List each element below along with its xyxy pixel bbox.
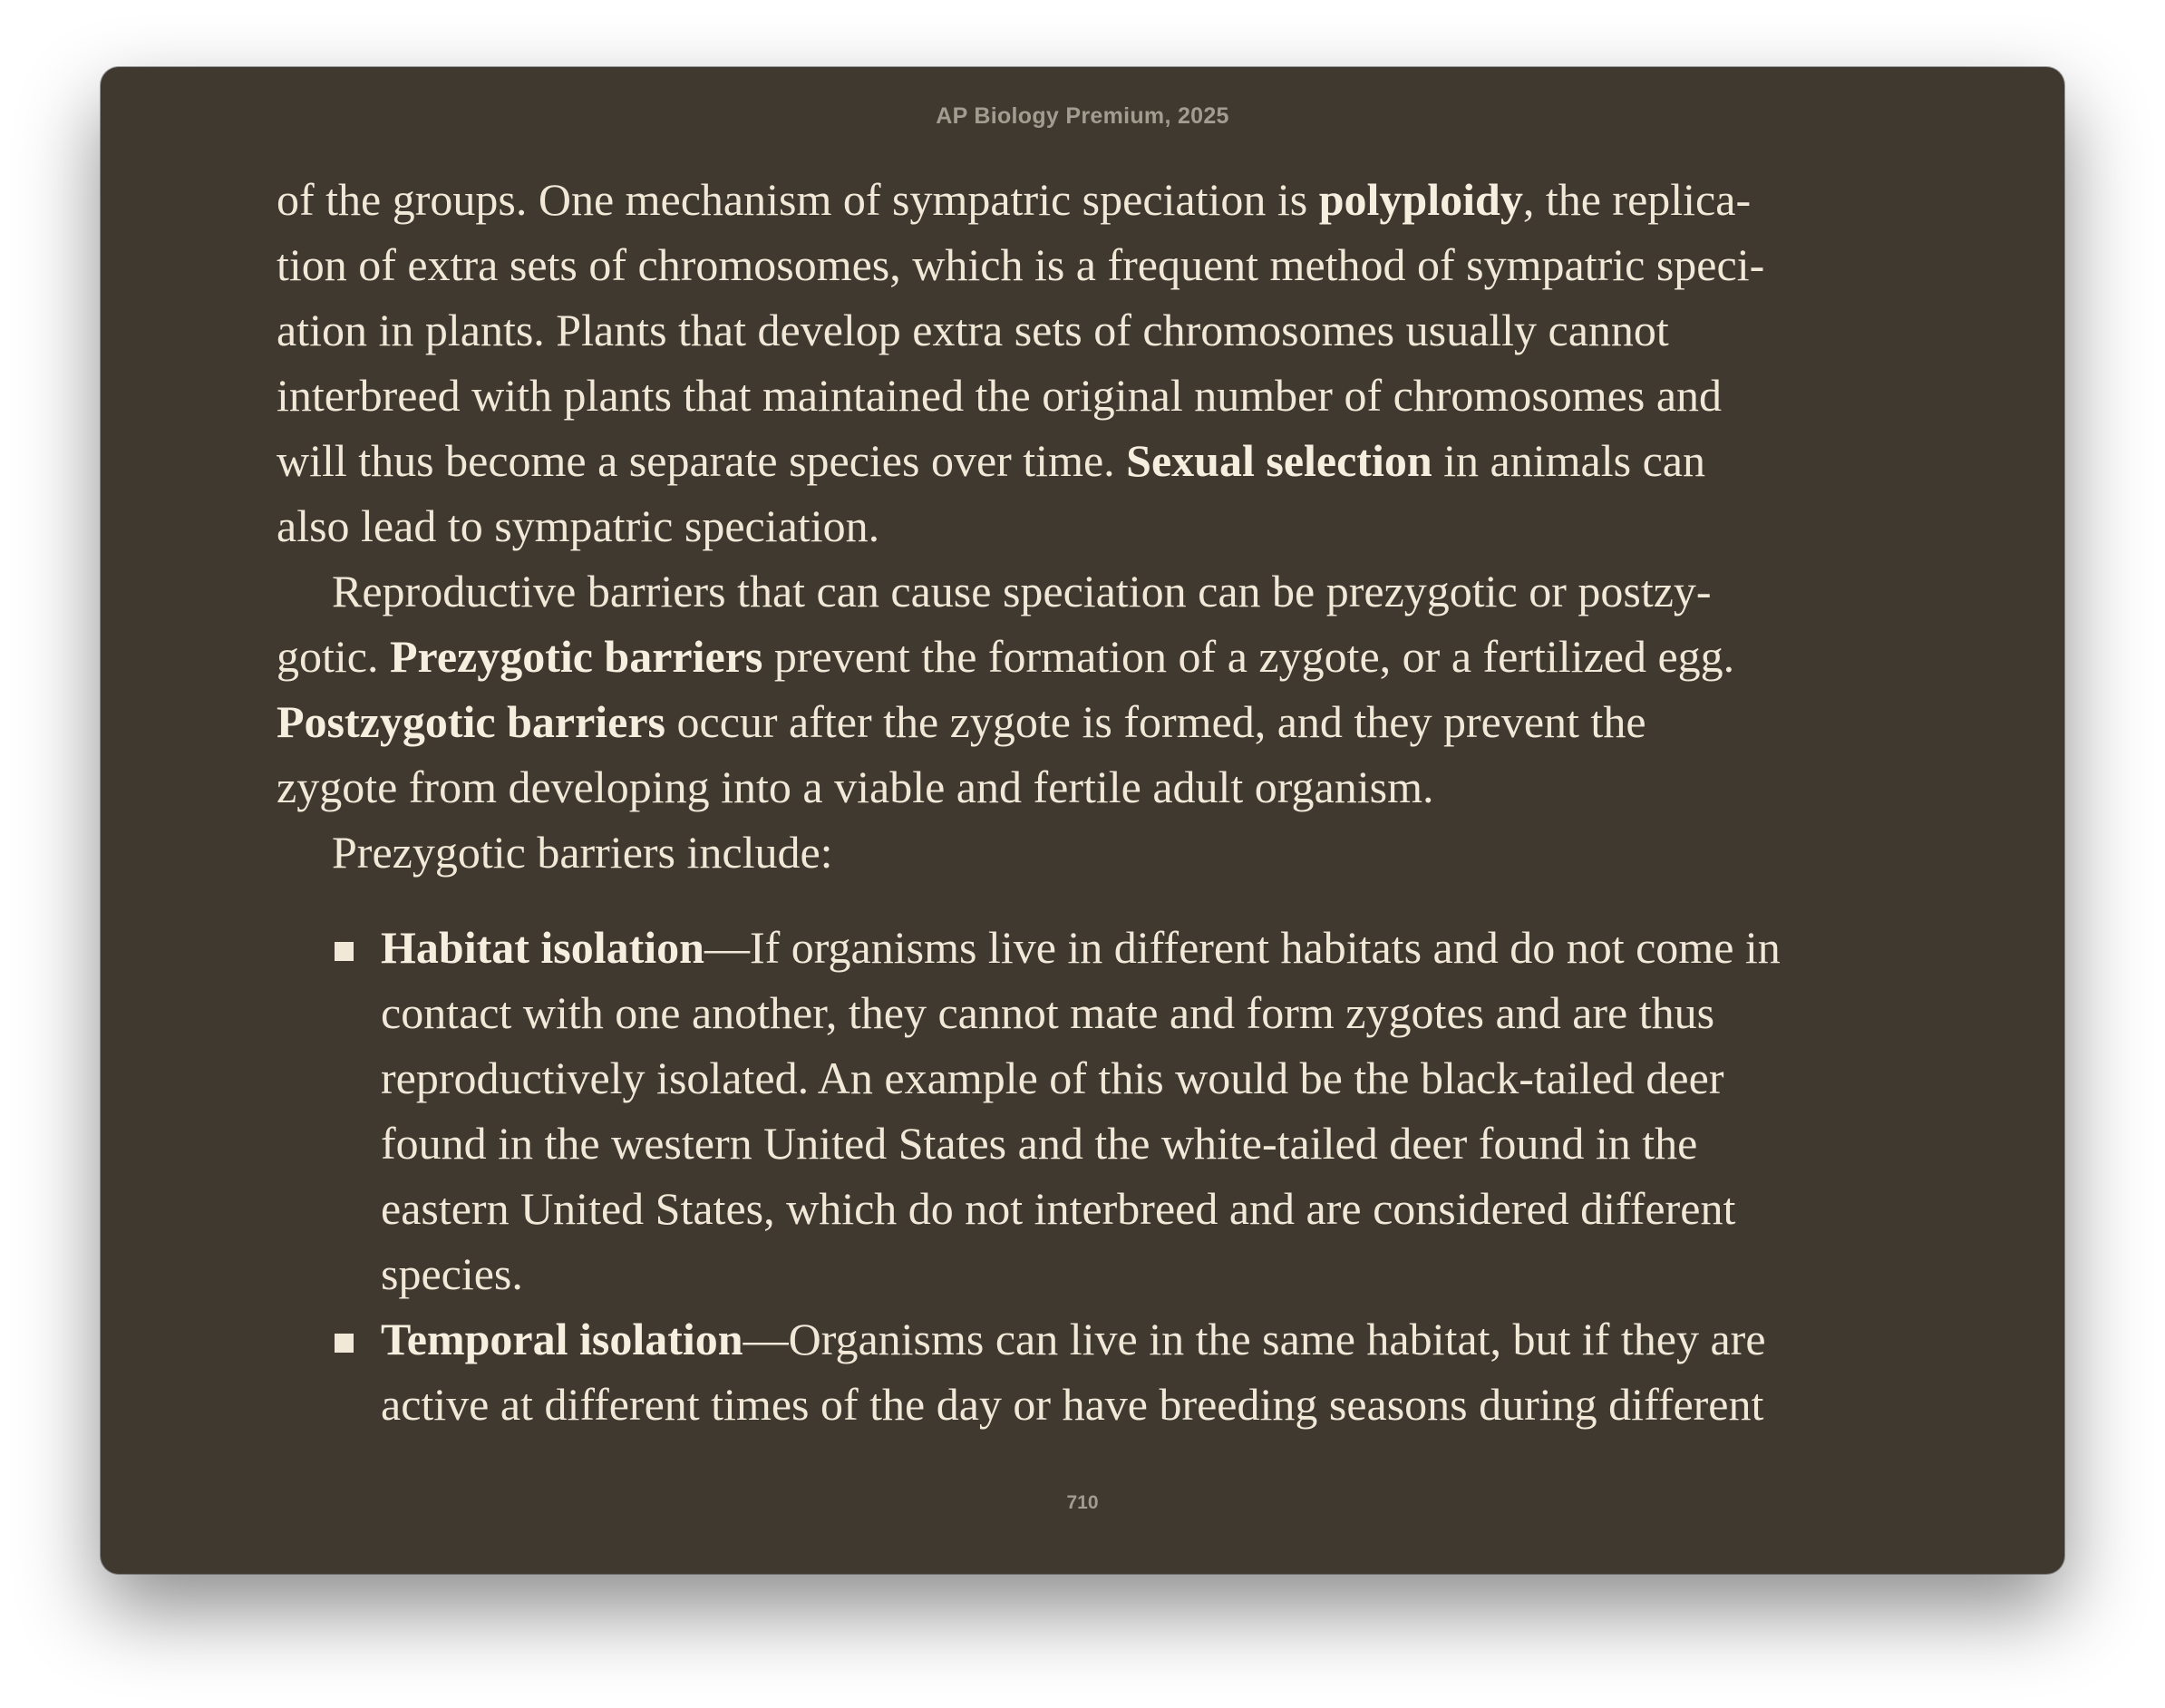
text-line: [277, 428, 1908, 493]
text-span: of the groups. One mechanism of sympatric speciation is: [277, 174, 1319, 225]
text-span: —Organisms can live in the same habitat, but if they are: [743, 1314, 1766, 1364]
text-span: —If organisms live in different habitats and do not come in: [704, 922, 1781, 973]
text-line: ation in plants. Plants that develop extra sets of chromosomes usually cannot: [277, 305, 1669, 355]
text-line: [277, 689, 1908, 754]
text-line: Reproductive barriers that can cause speciation can be prezygotic or postzy-: [332, 566, 1712, 616]
term-temporal-isolation: Temporal isolation: [381, 1314, 743, 1364]
square-bullet-icon: [335, 1334, 354, 1353]
text-line: eastern United States, which do not interbreed and are considered different: [381, 1183, 1736, 1234]
term-postzygotic-barriers: Postzygotic barriers: [277, 696, 666, 747]
text-line: interbreed with plants that maintained the original number of chromosomes and: [277, 370, 1723, 421]
text-line: Prezygotic barriers include:: [332, 827, 833, 878]
text-line: [277, 167, 1908, 232]
list-item-habitat-isolation: [277, 915, 1908, 980]
term-polyploidy: polyploidy: [1318, 174, 1523, 225]
text-span: will thus become a separate species over time.: [277, 435, 1127, 486]
text-span: prevent the formation of a zygote, or a fertilized egg.: [762, 631, 1735, 682]
book-title: AP Biology Premium, 2025: [936, 103, 1229, 129]
list-item-temporal-isolation: [277, 1306, 1908, 1372]
text-span: occur after the zygote is formed, and they prevent the: [665, 696, 1646, 747]
text-line: found in the western United States and the white-tailed deer found in the: [381, 1118, 1698, 1169]
page-content: [277, 167, 1908, 1437]
term-habitat-isolation: Habitat isolation: [381, 922, 704, 973]
text-span: gotic.: [277, 631, 390, 682]
text-line: contact with one another, they cannot mate and form zygotes and are thus: [381, 987, 1715, 1038]
page-number: 710: [1066, 1492, 1099, 1513]
text-line: species.: [381, 1248, 523, 1299]
term-sexual-selection: Sexual selection: [1126, 435, 1432, 486]
text-span: in animals can: [1432, 435, 1705, 486]
text-line: reproductively isolated. An example of this would be the black-tailed deer: [381, 1053, 1724, 1103]
text-line: active at different times of the day or have breeding seasons during different: [381, 1379, 1764, 1430]
reader-window: [101, 67, 2064, 1574]
spacer: [277, 885, 1908, 915]
text-span: , the replica-: [1522, 174, 1752, 225]
text-line: also lead to sympatric speciation.: [277, 500, 880, 551]
text-line: [277, 624, 1908, 689]
text-line: zygote from developing into a viable and fertile adult organism.: [277, 762, 1434, 812]
square-bullet-icon: [335, 942, 354, 961]
term-prezygotic-barriers: Prezygotic barriers: [389, 631, 763, 682]
text-line: tion of extra sets of chromosomes, which is a frequent method of sympatric speci-: [277, 239, 1765, 290]
